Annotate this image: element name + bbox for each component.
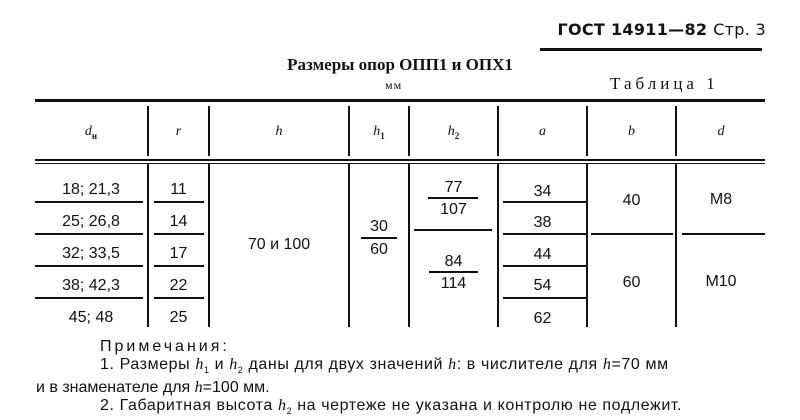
header-b	[588, 124, 675, 140]
row-rule	[35, 297, 143, 299]
row-rule	[503, 265, 586, 267]
var-h: h	[602, 356, 612, 373]
row-rule	[503, 233, 586, 235]
table-title-text: Размеры опор ОПП1 и ОПХ1	[287, 55, 513, 74]
cell-h2-numerator: 84	[444, 253, 463, 270]
header-b-label: b	[628, 124, 635, 139]
header-d-label: d	[717, 124, 725, 139]
cell-r: 25	[169, 309, 188, 326]
note-text: =70 мм	[611, 356, 669, 373]
header-h-label: h	[275, 124, 283, 139]
cell-dn: 25; 26,8	[62, 213, 120, 230]
col-divider	[675, 164, 677, 327]
cell-a: 62	[533, 310, 552, 327]
header-dn-label: d	[84, 124, 92, 139]
var-h: h	[277, 397, 287, 415]
standard-number: ГОСТ 14911—82	[557, 20, 708, 39]
header-dn	[35, 124, 147, 141]
row-rule	[154, 297, 204, 299]
page-number: Стр. 3	[713, 20, 766, 39]
fraction-line	[361, 237, 397, 239]
cell-h1-numerator: 30	[370, 218, 388, 235]
cell-dn: 45; 48	[68, 309, 114, 326]
cell-b: 60	[622, 274, 641, 291]
cell-a: 34	[533, 183, 552, 200]
note-text: =100 мм.	[202, 379, 270, 397]
cell-dn: 38; 42,3	[62, 277, 120, 294]
page-header	[557, 20, 766, 39]
var-sub: 2	[237, 365, 244, 376]
row-rule	[154, 201, 204, 203]
notes	[36, 338, 780, 420]
cell-h2-denominator: 107	[440, 201, 467, 218]
cell-b: 40	[622, 192, 641, 209]
cell-h: 70 и 100	[247, 236, 311, 253]
row-rule	[503, 201, 586, 203]
header-dn-sub: н	[91, 130, 98, 141]
row-rule	[35, 233, 143, 235]
note-2	[100, 397, 780, 420]
cell-r: 14	[169, 213, 188, 230]
row-rule	[154, 265, 204, 267]
note-text: : в числителе для	[456, 356, 598, 373]
header-h1-label: h	[373, 124, 381, 139]
fraction-line	[428, 197, 478, 199]
units-label: мм	[385, 78, 403, 92]
cell-h1-denominator: 60	[370, 241, 388, 258]
header-h2-label: h	[447, 124, 455, 139]
header-bottom-rule	[35, 159, 765, 161]
fraction-line	[429, 271, 478, 273]
note-text: и	[214, 356, 225, 373]
header-r-label: r	[175, 124, 182, 139]
note-text: даны для двух значений	[248, 356, 444, 373]
var-h: h	[194, 379, 203, 397]
table-title	[0, 55, 800, 75]
header-a-label: a	[539, 124, 546, 139]
cell-h2-denominator: 114	[440, 275, 467, 292]
note-text: на чертеже не указана и контролю не подлежит.	[297, 397, 683, 415]
var-sub: 1	[203, 365, 210, 376]
cell-dn: 32; 33,5	[62, 245, 120, 262]
col-divider	[586, 164, 588, 327]
row-rule	[591, 233, 673, 235]
row-rule	[503, 297, 586, 299]
notes-heading: Примечания:	[100, 338, 230, 355]
cell-a: 38	[533, 214, 552, 231]
header-h1	[350, 124, 408, 141]
header-d	[677, 124, 765, 140]
cell-r: 11	[170, 181, 187, 198]
header-r	[149, 124, 208, 140]
cell-d: М10	[705, 273, 737, 290]
note-text: и в знаменателе для	[36, 379, 191, 397]
cell-h2-numerator: 77	[444, 179, 463, 196]
cell-a: 44	[533, 246, 552, 263]
header-h2	[410, 124, 497, 141]
header-rule	[540, 48, 762, 51]
note-text: 2. Габаритная высота	[100, 397, 273, 415]
var-h: h	[448, 356, 457, 373]
cell-dn: 18; 21,3	[62, 181, 120, 198]
header-h	[210, 124, 348, 140]
cell-r: 22	[169, 277, 188, 294]
var-h: h	[195, 356, 204, 373]
note-1-continued	[36, 379, 756, 397]
var-h: h	[229, 356, 238, 373]
header-bottom-rule-2	[35, 163, 765, 164]
cell-d: М8	[709, 191, 733, 208]
note-1	[100, 356, 780, 379]
table-top-rule	[35, 99, 765, 102]
cell-a: 54	[533, 277, 552, 294]
row-rule	[35, 265, 143, 267]
cell-r: 17	[169, 245, 188, 262]
row-rule	[682, 233, 765, 235]
note-text: 1. Размеры	[100, 356, 191, 373]
row-rule	[414, 229, 492, 231]
header-a	[499, 124, 586, 140]
header-h1-sub: 1	[380, 130, 385, 141]
row-rule	[35, 201, 143, 203]
var-sub: 2	[286, 406, 293, 417]
header-h2-sub: 2	[454, 130, 460, 141]
table-number-label: Таблица 1	[610, 74, 719, 93]
row-rule	[154, 233, 204, 235]
